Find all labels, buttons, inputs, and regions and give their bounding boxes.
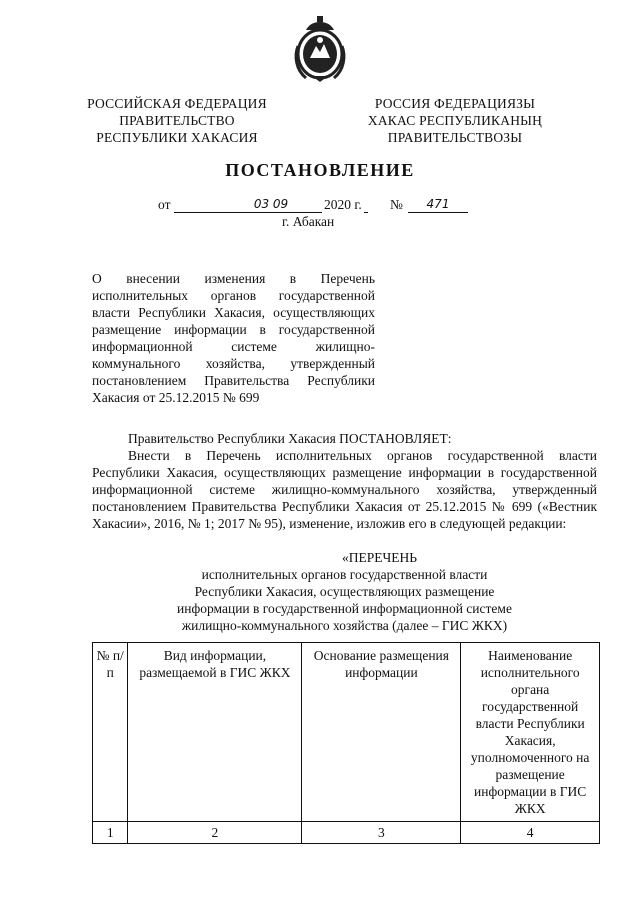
header-left-line-3: РЕСПУБЛИКИ ХАКАСИЯ	[96, 130, 258, 145]
list-title-line-4: информации в государственной информационной системе	[177, 601, 512, 616]
table-cell: 1	[93, 822, 128, 844]
subject-block: О внесении изменения в Перечень исполнительных органов государственной власти Республики Хакасия, осуществляющих размещение информации в государственной информационной системе жилищно-коммунального хозяйства, утвержденный постановлением Правительства Республики Хакасия от 25.12.2015 № 699	[92, 271, 375, 405]
body-text	[92, 430, 597, 532]
city-name: г. Абакан	[282, 214, 335, 229]
list-title-line-3: Республики Хакасия, осуществляющих размещение	[194, 584, 495, 599]
date-year: 2020 г.	[324, 197, 362, 212]
number-label: №	[390, 197, 403, 212]
list-title-line-2: исполнительных органов государственной власти	[201, 567, 488, 582]
list-title-line-5: жилищно-коммунального хозяйства (далее – ГИС ЖКХ)	[181, 618, 508, 633]
header-left-line-2: ПРАВИТЕЛЬСТВО	[119, 113, 235, 128]
coat-of-arms-emblem	[290, 16, 350, 84]
date-handwritten: 03 09	[174, 197, 368, 213]
list-title-line-1: «ПЕРЕЧЕНЬ	[341, 550, 418, 565]
table-header-row	[93, 643, 600, 822]
header-right-block	[350, 95, 560, 146]
list-title	[92, 549, 597, 634]
document-title: ПОСТАНОВЛЕНИЕ	[225, 160, 415, 180]
header-right-line-1: РОССИЯ ФЕДЕРАЦИЯЗЫ	[374, 96, 536, 111]
header-left-block	[72, 95, 282, 146]
table-row	[93, 822, 600, 844]
table-cell: 4	[461, 822, 600, 844]
table-cell: 3	[302, 822, 461, 844]
body-paragraph-1: Правительство Республики Хакасия ПОСТАНОВЛЯЕТ:	[128, 431, 452, 446]
table-header-cell: Вид информации, размещаемой в ГИС ЖКХ	[128, 643, 302, 822]
body-paragraph-2: Внести в Перечень исполнительных органов государственной власти Республики Хакасия, осуществляющих размещение информации в государственной информационной системе жилищно-коммунального хозяйства, утвержденный постановлением Правительства Республики Хакасия от 25.12.2015 № 699 («Вестник Хакасии», 2016, № 1; 2017 № 95), изменение, изложив его в следующей редакции:	[92, 448, 597, 531]
header-left-line-1: РОССИЙСКАЯ ФЕДЕРАЦИЯ	[87, 96, 267, 111]
perechen-table	[92, 642, 600, 844]
number-handwritten: 471	[408, 197, 468, 213]
table-header-cell: Основание размещения информации	[302, 643, 461, 822]
header-right-line-3: ПРАВИТЕЛЬСТВОЗЫ	[387, 130, 523, 145]
table-header-cell: № п/п	[93, 643, 128, 822]
header-right-line-2: ХАКАС РЕСПУБЛИКАНЫҢ	[367, 113, 543, 128]
table-header-cell: Наименование исполнительного органа государственной власти Республики Хакасия, уполномоченного на размещение информации в ГИС ЖКХ	[461, 643, 600, 822]
date-from-label: от	[158, 197, 171, 212]
table-cell: 2	[128, 822, 302, 844]
